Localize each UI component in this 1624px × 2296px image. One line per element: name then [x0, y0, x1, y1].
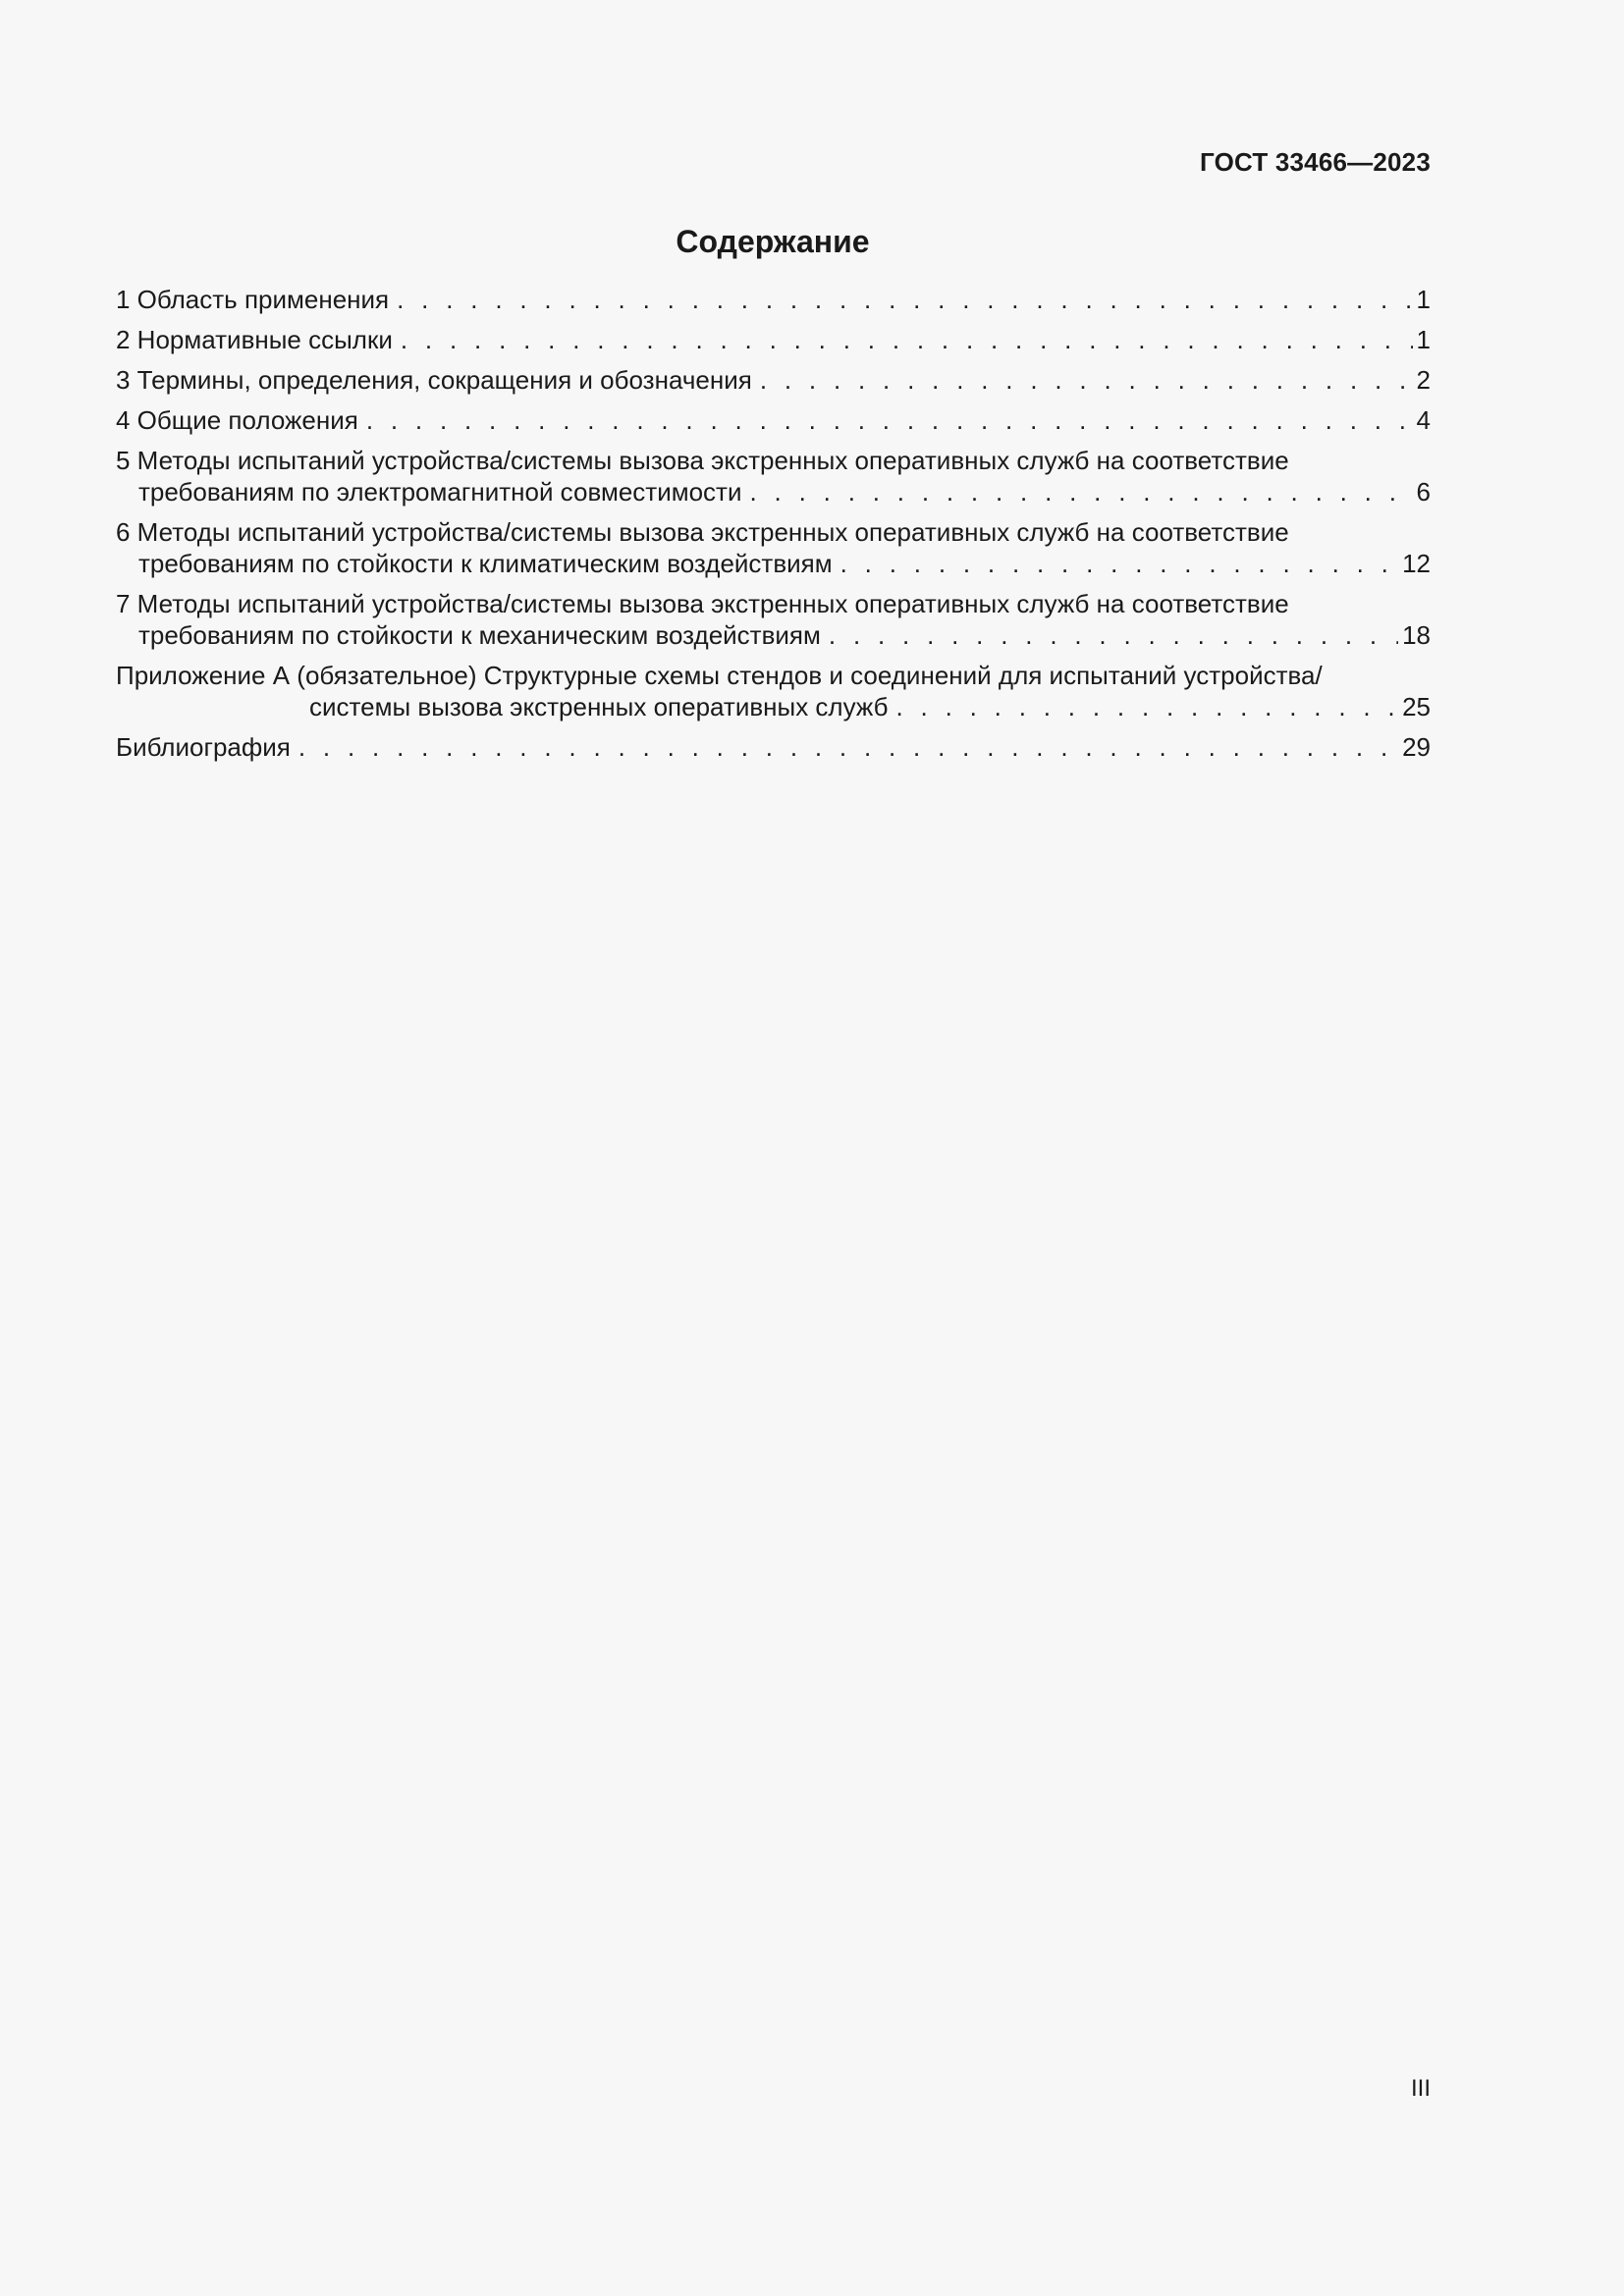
- toc-entry-title: 3 Термины, определения, сокращения и обозначения: [116, 365, 752, 395]
- toc-entry-1[interactable]: [116, 284, 1431, 315]
- dot-leader: [760, 364, 1413, 396]
- toc-entry-title: 6 Методы испытаний устройства/системы вызова экстренных оперативных служб на соответствие: [116, 517, 1289, 547]
- dot-leader: [366, 404, 1413, 436]
- toc-page-number: 6: [1416, 477, 1431, 507]
- toc-entry-bibliography[interactable]: [116, 731, 1431, 763]
- toc-entry-title: 7 Методы испытаний устройства/системы вызова экстренных оперативных служб на соответствие: [116, 589, 1289, 618]
- page-number: III: [1410, 2075, 1431, 2102]
- dot-leader: [397, 284, 1412, 315]
- dot-leader: [298, 731, 1398, 763]
- toc-page-number: 1: [1416, 325, 1431, 354]
- toc-entry-title-continued: требованиям по стойкости к климатическим воздействиям: [138, 549, 833, 578]
- toc-page-number: 29: [1402, 732, 1431, 762]
- dot-leader: [401, 324, 1413, 355]
- document-code: ГОСТ 33466—2023: [1200, 147, 1431, 177]
- dot-leader: [829, 619, 1398, 651]
- table-of-contents: [116, 284, 1431, 772]
- toc-entry-title: Библиография: [116, 732, 291, 762]
- dot-leader: [895, 691, 1398, 722]
- toc-entry-title: 4 Общие положения: [116, 405, 358, 435]
- toc-title: Содержание: [676, 224, 870, 259]
- toc-page-number: 1: [1416, 285, 1431, 314]
- toc-entry-4[interactable]: [116, 404, 1431, 436]
- toc-entry-5[interactable]: [116, 445, 1431, 507]
- toc-entry-6[interactable]: [116, 516, 1431, 579]
- toc-entry-appendix-a[interactable]: [116, 660, 1431, 722]
- toc-entry-title-continued: требованиям по электромагнитной совместимости: [138, 477, 742, 507]
- toc-entry-title: Приложение А (обязательное) Структурные схемы стендов и соединений для испытаний устройства/: [116, 661, 1323, 690]
- toc-entry-2[interactable]: [116, 324, 1431, 355]
- toc-entry-title-continued: требованиям по стойкости к механическим воздействиям: [138, 620, 821, 650]
- toc-entry-title: 1 Область применения: [116, 285, 390, 314]
- toc-page-number: 25: [1402, 692, 1431, 721]
- toc-page-number: 12: [1402, 549, 1431, 578]
- toc-page-number: 18: [1402, 620, 1431, 650]
- toc-entry-3[interactable]: [116, 364, 1431, 396]
- toc-entry-title-continued: системы вызова экстренных оперативных служб: [309, 692, 889, 721]
- toc-entry-title: 5 Методы испытаний устройства/системы вызова экстренных оперативных служб на соответствие: [116, 446, 1289, 475]
- toc-entry-title: 2 Нормативные ссылки: [116, 325, 393, 354]
- toc-page-number: 2: [1416, 365, 1431, 395]
- dot-leader: [840, 548, 1398, 579]
- dot-leader: [750, 476, 1413, 507]
- toc-page-number: 4: [1416, 405, 1431, 435]
- toc-entry-7[interactable]: [116, 588, 1431, 651]
